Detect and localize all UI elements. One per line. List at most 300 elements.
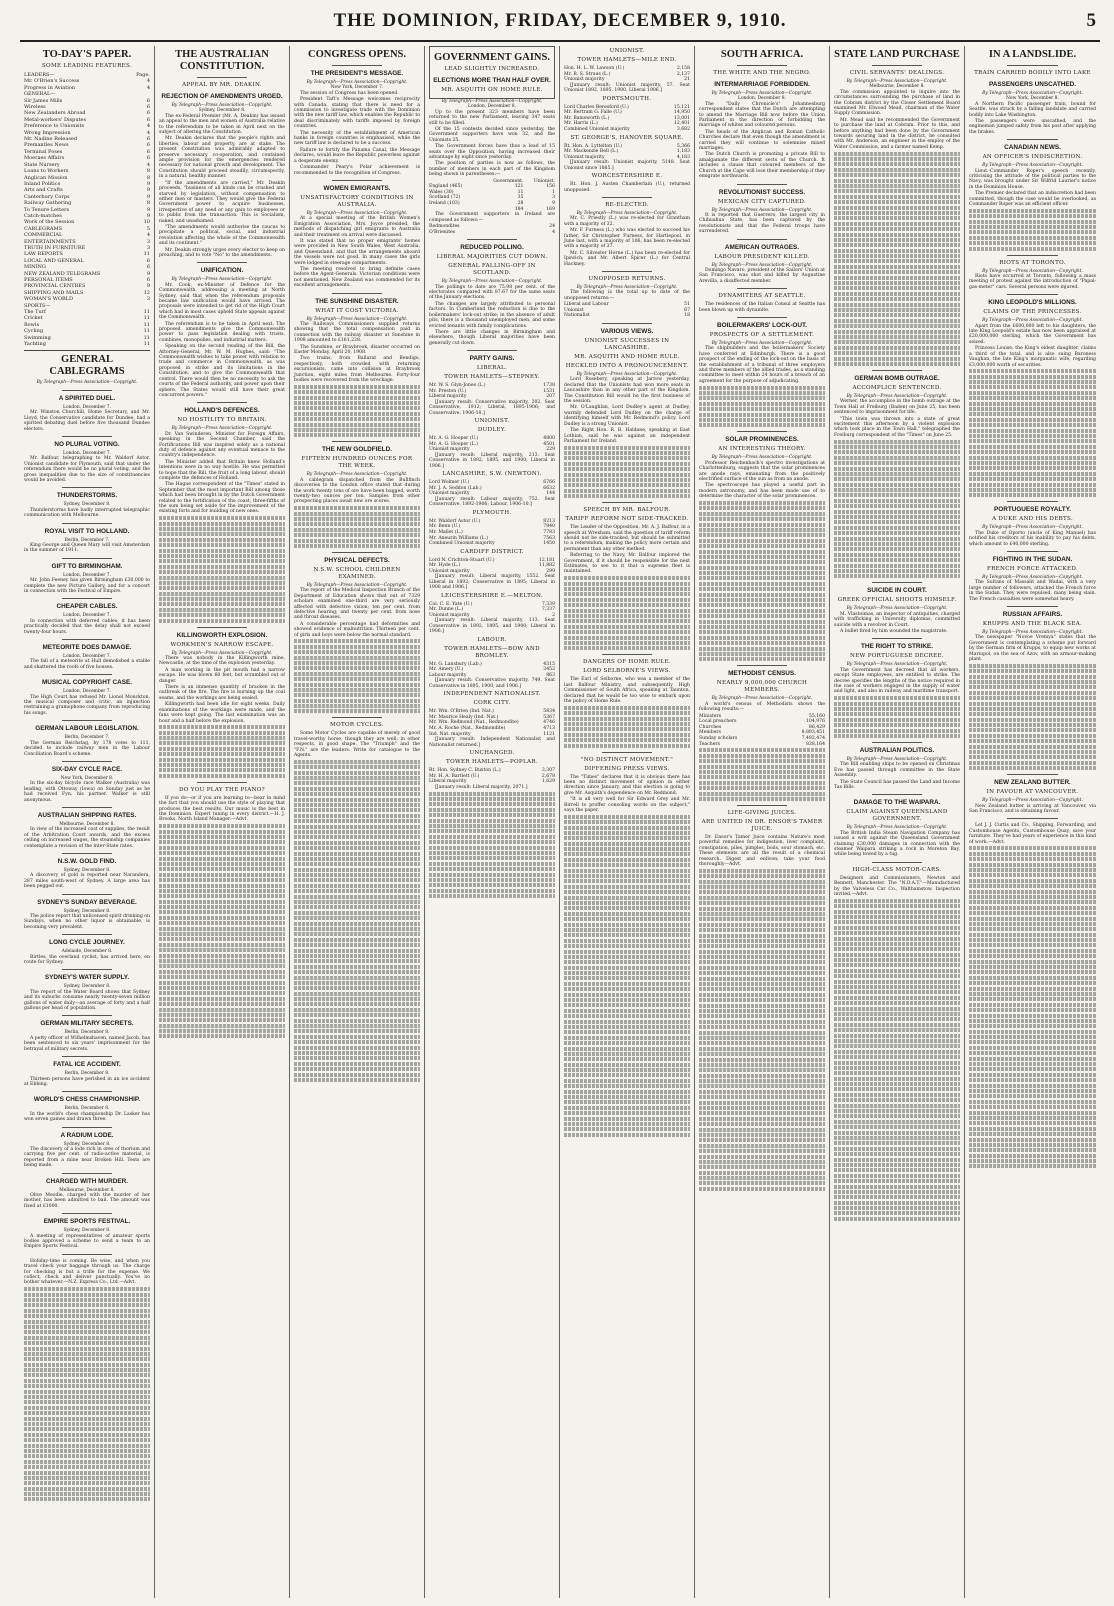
continued-text — [294, 693, 420, 697]
continued-text — [969, 1094, 1096, 1098]
table-cell: Unionist majority — [429, 447, 470, 453]
continued-text — [564, 1047, 690, 1051]
continued-text — [699, 1058, 825, 1062]
divider — [62, 853, 112, 854]
section-subtitle: UNIONIST. — [609, 48, 645, 54]
continued-text — [564, 733, 690, 737]
index-page: 9 — [146, 283, 150, 290]
continued-text — [834, 1174, 960, 1178]
table-cell: 7563 — [543, 535, 555, 541]
section-subtitle: LIBERAL MAJORITIES CUT DOWN. — [436, 254, 548, 261]
continued-text — [834, 162, 960, 166]
continued-text — [294, 825, 420, 829]
continued-text — [159, 576, 285, 580]
index-page: 6 — [146, 104, 150, 111]
index-item: TRUTH IN FURNITURE — [24, 244, 86, 251]
continued-text — [699, 1036, 825, 1040]
continued-text — [294, 1067, 420, 1071]
continued-text — [699, 1090, 825, 1094]
index-item: Wrong Impression — [24, 129, 71, 136]
byline: By Telegraph—Press Association—Copyright. — [982, 318, 1083, 324]
continued-text — [969, 943, 1096, 947]
dateline: London, December 7. — [63, 450, 111, 456]
paragraph: Speaking on the second reading of the Bill, the Attorney-General, Mr. W. M. Hughes, said: "The Commonwealth wishes to take power with relation to trade and commerce in Commonwealth, as was proposed in strike and its limitations in the Constitution, and to give the Commonwealth that control. There would then be no necessity to ask the courts of the Federal authority, and power upon their sphere. The States would still have their great concurrent powers." — [159, 344, 285, 398]
column-3 — [290, 46, 425, 1598]
continued-text — [294, 927, 420, 931]
continued-text — [699, 636, 825, 640]
continued-text — [834, 1114, 960, 1118]
continued-text — [834, 357, 960, 361]
divider — [332, 441, 382, 442]
continued-text — [699, 418, 825, 422]
continued-text — [834, 292, 960, 296]
section-title: PHYSICAL DEFECTS. — [324, 556, 390, 564]
dateline: London, December 7. — [63, 572, 111, 578]
continued-text — [834, 1163, 960, 1167]
paragraph: The Minister added that Britain knew Holland's intentions were in no way hostile. He was permitted to hope that the Bill, the fruit of a long labour, should complete the defences of Holland. — [159, 459, 285, 481]
table-cell: Mr. A. G. Hooper (U.) — [429, 436, 479, 442]
table-cell: 1 — [552, 189, 555, 195]
continued-text — [969, 723, 1096, 727]
continued-text — [969, 369, 1096, 373]
index-page: 11 — [143, 251, 150, 258]
index-page: 6 — [146, 264, 150, 271]
continued-text — [699, 1041, 825, 1045]
ad-subheading: ARE UNITED IN DR. ENSOR'S TAMER JUICE. — [701, 819, 823, 832]
continued-text — [294, 986, 420, 990]
table-cell: 11 — [517, 189, 524, 195]
byline: By Telegraph—Press Association—Copyright. — [306, 80, 408, 85]
divider — [602, 654, 652, 655]
table-cell: 2,137 — [676, 71, 690, 77]
continued-text — [294, 895, 420, 899]
continued-text — [834, 564, 960, 568]
index-item: State Nursery — [24, 161, 60, 168]
index-item: PROVINCIAL CENTRES — [24, 283, 86, 290]
paragraph: The Earl of Selborne, who was a member of the last Balfour Ministry, and subsequently High Commissioner of South Africa, speaking at Taunton, declared that he would be too wise to embark upon the policy of Home Rule. — [564, 677, 690, 704]
continued-text — [429, 829, 555, 833]
table-cell: Mr. Wm. Redmond (Nat., Redmondite) — [429, 720, 519, 726]
index-page: 11 — [143, 315, 150, 322]
table-cell: 144 — [546, 491, 555, 497]
continued-text — [969, 1040, 1096, 1044]
table-cell: 4501 — [543, 441, 555, 447]
continued-text — [834, 195, 960, 199]
continued-text — [834, 1206, 960, 1210]
continued-text — [24, 1287, 150, 1291]
poll-result-table — [429, 519, 555, 541]
continued-text — [294, 650, 420, 654]
table-cell: 15,121 — [673, 104, 690, 110]
continued-text — [564, 1117, 690, 1121]
paragraph: The following is the total up to date of the unopposed returns:— — [564, 290, 690, 301]
divider — [197, 262, 247, 263]
continued-text — [294, 396, 420, 400]
continued-text — [564, 1052, 690, 1056]
continued-text — [24, 1487, 150, 1491]
section-subtitle: MEXICAN CITY CAPTURED. — [717, 198, 807, 205]
poll-result-table — [564, 105, 690, 127]
paragraph: In the world's chess championship Dr. Lasker has won seven games and drawn three. — [24, 1111, 150, 1123]
continued-text — [294, 539, 420, 543]
byline: By Telegraph—Press Association—Copyright. — [441, 279, 543, 285]
continued-text — [159, 736, 285, 740]
continued-text — [294, 1029, 420, 1033]
index-page-label: Page. — [136, 72, 150, 78]
continued-text — [834, 1001, 960, 1005]
table-cell: Rt. Hon. A. Lyttelton (U.) — [564, 143, 623, 149]
continued-text — [429, 856, 555, 860]
continued-text — [564, 1090, 690, 1094]
paragraph: Let J. J. Curtis and Co., Shipping, Forwarding, and Customhouse Agents, Customhouse Quay, save your furniture. They've had years of experience in this kind of work.—Advt. — [969, 823, 1096, 845]
table-cell: 169 — [546, 206, 555, 212]
continued-text — [834, 488, 960, 492]
continued-text — [699, 939, 825, 943]
continued-text — [969, 1014, 1096, 1018]
section-subtitle: UNSATISFACTORY CONDITIONS IN AUSTRALIA. — [300, 194, 414, 208]
index-page: 8 — [146, 168, 150, 175]
divider — [737, 288, 787, 289]
continued-text — [159, 878, 285, 882]
table-cell: 5834 — [543, 709, 555, 715]
result-note: [January result: Unionist majority, 57. Seat Unionist 1892, 1895, 1900, Liberal 1906.] — [564, 82, 690, 94]
continued-text — [699, 1101, 825, 1105]
continued-text — [834, 243, 960, 247]
continued-text — [699, 1181, 825, 1185]
continued-text — [24, 1347, 150, 1351]
continued-text — [834, 1093, 960, 1097]
byline: By Telegraph—Press Association—Copyright. — [846, 662, 948, 668]
table-cell: 7,339 — [541, 601, 555, 607]
paragraph: Commander Peary's Polar achievement is recommended to the recognition of Congress. — [294, 165, 420, 176]
continued-text — [699, 912, 825, 916]
section-subtitle: FIFTEEN HUNDRED OUNCES FOR THE WEEK. — [301, 456, 413, 470]
result-note: [January result: Liberal majority, 1552. Seat Liberal in 1892; Conservative in 1895; Liberal in 1900 and 1906.] — [429, 574, 555, 591]
continued-text — [699, 641, 825, 645]
paragraph: Mr. O'Laughlan, Lord Dudley's agent at Dudley, warmly defended Lord Dudley on the charge of identifying himself with Mr. Redmond's policy. Lord Dudley is a strong Unionist. — [564, 405, 690, 427]
continued-text — [564, 636, 690, 640]
divider — [62, 487, 112, 488]
paragraph: There was nobody in the Killingworth mine, Newcastle, at the time of the explosion yesterday. — [159, 656, 285, 667]
continued-text — [159, 592, 285, 596]
index-item: WOMAN'S WORLD — [24, 296, 74, 303]
paragraph: Mr. Deakin strongly urges every elector to keep on preaching, and to vote "No" to the amendments. — [159, 247, 285, 258]
continued-text — [834, 1034, 960, 1038]
section-subtitle: A DUKE AND HIS DEBTS. — [991, 516, 1074, 523]
paragraph: Lieut.-Commander Roper's speech recently, criticising the attitude of the political parties to the Navy, was brought under Sir Wilfrid Laurier's notice in the Dominion House. — [969, 168, 1096, 190]
continued-text — [834, 915, 960, 919]
section-subtitle: NEARLY 9,000,000 CHURCH MEMBERS. — [716, 680, 808, 694]
divider — [872, 862, 922, 863]
continued-text — [564, 858, 690, 862]
paragraph: "It is all very well for Sir Edward Grey and Mr. Birrell to proffer consoling words on the subject," says the paper. — [564, 797, 690, 813]
paragraph: It was stated that no proper emigrants' homes were provided in New South Wales, West Australia, and Queensland, and that the arrangements aboard the vessels were not good. In many cases the girls were lodged in steerage compartments. — [294, 238, 420, 266]
continued-text — [699, 523, 825, 527]
paragraph: The Sultans of Massalit and Wadai, with a very large number of followers, attacked the French force in the Sudan. They were repulsed, many being slain. The French casualties were somewhat heavy. — [969, 580, 1096, 602]
majority-row — [564, 127, 690, 133]
paragraph: A bullet fired by him wounded the magistrate. — [840, 628, 948, 634]
continued-text — [834, 265, 960, 269]
continued-text — [699, 625, 825, 629]
continued-text — [834, 723, 960, 727]
continued-text — [294, 639, 420, 643]
continued-text — [564, 646, 690, 650]
index-item: Catch-matches — [24, 212, 62, 219]
continued-text — [24, 1298, 150, 1302]
result-note: [January result: Liberal majority, 113. Seat Conservative in 1892, 1895, and 1900; Liberal in 1906.] — [429, 618, 555, 635]
continued-text — [969, 761, 1096, 765]
continued-text — [564, 467, 690, 471]
continued-text — [564, 869, 690, 873]
newspaper-title: THE DOMINION, FRIDAY, DECEMBER 9, 1910. — [333, 10, 787, 31]
continued-text — [969, 380, 1096, 384]
continued-text — [969, 884, 1096, 888]
continued-text — [159, 731, 285, 735]
continued-text — [969, 1159, 1096, 1163]
paragraph: A petty officer of Wilhelmshaven, named Jacob, has been sentenced to six years' imprisonment for the betrayal of military secrets. — [24, 1035, 150, 1052]
table-cell: 6632 — [543, 485, 555, 491]
continued-text — [564, 738, 690, 742]
dateline: Melbourne, December 8. — [59, 821, 115, 827]
continued-text — [699, 587, 825, 591]
section-subtitle: FRENCH FORCE ATTACKED. — [986, 565, 1079, 572]
continued-text — [834, 200, 960, 204]
table-cell: Mr. H. A. Bartlett (U.) — [429, 773, 480, 779]
continued-text — [969, 220, 1096, 224]
dateline: Berlin, December 8. — [64, 1106, 110, 1112]
continued-text — [969, 664, 1096, 668]
continued-text — [834, 547, 960, 551]
index-page: 12 — [143, 289, 150, 296]
index-item: Progress in Aviation — [24, 84, 76, 91]
paragraph: Mr. C. Silvester Horne (L.) has been re-elected for Ipswich; and Mr. Albert Spicer (L.) for Central Hackney. — [564, 250, 690, 267]
section-title: GERMAN BOMB OUTRAGE. — [854, 374, 940, 382]
section-subtitle: SPEECH BY MR. BALFOUR. — [583, 507, 671, 514]
continued-text — [834, 1195, 960, 1199]
continued-text — [564, 456, 690, 460]
paragraph: Mr. Mead said he recommended the Government to purchase the land at Cobram. Prior to this, and before anything had been done by the Government towards securing land in the district, he consulted with Mr. Anderson, an engineer in the employ of the Water Commission, and a farmer named Kemp. — [834, 117, 960, 150]
continued-text — [834, 330, 960, 334]
paragraph: Mr. C. Priestly (L.) was re-elected for Grantham with a majority of 32. — [564, 216, 690, 227]
paragraph: The position of parties is now as follows, the number of members in each part of the Kingdom being shown in parentheses:— — [429, 161, 555, 178]
paragraph: Designers and Commissioners, Newton and Bennett, Manchester. The "N.O.A.T."—Manufactured by the Valveless Car Co., Walthamstow. Inspection invited.—Advt. — [834, 875, 960, 897]
continued-text — [564, 722, 690, 726]
continued-text — [564, 1100, 690, 1104]
table-cell: 5,366 — [676, 143, 690, 149]
index-item: Cycling — [24, 328, 44, 335]
divider — [197, 782, 247, 783]
continued-text — [699, 1047, 825, 1051]
continued-text — [699, 748, 825, 752]
paragraph: The Government supporters in Ireland are composed as follows:— — [429, 212, 555, 223]
continued-text — [294, 512, 420, 516]
continued-text — [159, 970, 285, 974]
continued-text — [834, 553, 960, 557]
continued-text — [969, 1051, 1096, 1055]
index-page: 8 — [146, 200, 150, 207]
continued-text — [699, 630, 825, 634]
continued-text — [969, 429, 1096, 433]
continued-text — [159, 851, 285, 855]
continued-text — [834, 1077, 960, 1081]
paragraph: Werner, the accomplice in the bomb outrage at the Town Hall at Freiburg (Baden) on June 25, has been sentenced to imprisonment for life. — [834, 399, 960, 416]
continued-text — [159, 1002, 285, 1006]
table-cell: 7,337 — [541, 607, 555, 613]
continued-text — [834, 937, 960, 941]
continued-text — [969, 1046, 1096, 1050]
paragraph: Failure to fortify the Panama Canal, the Message declares, would leave the Republic powerless against a desperate enemy. — [294, 147, 420, 164]
continued-text — [24, 1395, 150, 1399]
divider — [62, 894, 112, 895]
dateline: New York, December 8. — [60, 775, 114, 781]
continued-text — [294, 528, 420, 532]
continued-text — [834, 947, 960, 951]
divider — [737, 184, 787, 185]
paragraph: Dr. Ensor's Tamer Juice contains Nature's most powerful remedies for indigestion, liver complaint, constipation, piles, pimples, boils, sour stomach, etc. These elements are all the result of a chemical research. Digest and enliven; take your food thoroughly—Advt. — [699, 835, 825, 868]
section-subtitle: AN INTERESTING THEORY. — [718, 446, 806, 453]
index-item: Railway Gathering — [24, 200, 72, 207]
continued-text — [159, 752, 285, 756]
continued-text — [159, 948, 285, 952]
index-item: Mr. O'Brien's Success — [24, 78, 80, 85]
continued-text — [564, 744, 690, 748]
paragraph: A considerable percentage had deformities and showed evidence of malnutrition. Thirteen per cent. of girls and boys were below the normal standard. — [294, 621, 420, 638]
divider — [1007, 65, 1058, 66]
index-item: Yachting — [24, 341, 46, 348]
continued-text — [159, 937, 285, 941]
byline: By Telegraph—Press Association—Copyright. — [982, 629, 1083, 635]
divider — [1007, 551, 1058, 552]
table-cell: Mr. Benn (U.) — [429, 524, 461, 530]
continued-text — [834, 1201, 960, 1205]
continued-text — [564, 885, 690, 889]
continued-text — [159, 768, 285, 772]
continued-text — [24, 1363, 150, 1367]
continued-text — [699, 1074, 825, 1078]
continued-text — [564, 625, 690, 629]
continued-text — [834, 319, 960, 323]
continued-text — [564, 955, 690, 959]
continued-text — [969, 1138, 1096, 1142]
continued-text — [429, 878, 555, 882]
column-1 — [20, 46, 155, 1598]
index-item: Cricket — [24, 315, 43, 322]
constituency-heading: TOWER HAMLETS—STEPNEY. — [444, 374, 540, 381]
continued-text — [429, 835, 555, 839]
continued-text — [699, 657, 825, 661]
divider — [737, 317, 787, 318]
continued-text — [969, 981, 1096, 985]
continued-text — [834, 238, 960, 242]
byline: By Telegraph—Press Association—Copyright. — [711, 207, 813, 213]
continued-text — [564, 462, 690, 466]
continued-text — [699, 402, 825, 406]
dateline: London, December 8. — [738, 96, 786, 102]
divider — [467, 239, 517, 240]
continued-text — [969, 247, 1096, 251]
table-cell: Lord Wolmer (U.) — [429, 480, 470, 486]
continued-text — [159, 857, 285, 861]
table-cell: Unionist majority — [564, 77, 605, 83]
table-cell: 4800 — [543, 436, 555, 442]
table-cell: Combined Unionist majority — [429, 541, 495, 547]
continued-text — [294, 981, 420, 985]
continued-text — [834, 1185, 960, 1189]
continued-text — [834, 254, 960, 258]
continued-text — [834, 1082, 960, 1086]
continued-text — [834, 537, 960, 541]
continued-text — [294, 677, 420, 681]
table-cell: Nationalist — [564, 313, 590, 319]
table-cell: Mr. Bertram G. Falle (U.) — [564, 110, 622, 116]
index-item: COMMERCIAL — [24, 232, 63, 239]
index-item: Premantles News — [24, 142, 69, 149]
continued-text — [294, 949, 420, 953]
continued-text — [699, 885, 825, 889]
divider — [62, 1015, 112, 1016]
continued-text — [969, 863, 1096, 867]
table-cell: Ind. Nat. majority — [429, 731, 471, 737]
table-cell: Redmondites — [429, 224, 460, 230]
table-cell: 12,401 — [673, 121, 690, 127]
continued-text — [564, 1073, 690, 1077]
continued-text — [294, 787, 420, 791]
section-title: STATE LAND PURCHASE — [834, 49, 960, 60]
paragraph: Referring to the Navy, Mr. Balfour implored the Government, if it should be responsible for the next Estimates, to see to it that a supreme fleet is maintained. — [564, 553, 690, 575]
index-page: 9 — [146, 180, 150, 187]
continued-text — [564, 998, 690, 1002]
table-cell: 55,160 — [808, 713, 825, 719]
item-heading: A SPIRITED DUEL. — [58, 394, 116, 402]
table-cell: 21 — [684, 77, 690, 83]
continued-text — [159, 559, 285, 563]
index-row — [24, 341, 150, 347]
dateline: New York, December 8. — [1006, 96, 1059, 102]
poll-result-table — [429, 480, 555, 491]
unopposed-table — [564, 302, 690, 319]
section-title: CANADIAN NEWS. — [1004, 144, 1061, 152]
continued-text — [969, 750, 1096, 754]
paragraph: The Duke of Oporto (uncle of King Manuel) has notified his creditors of his inability to pay his debts, which amount to £40,000 sterling. — [969, 530, 1096, 547]
paragraph: Apart from the £600,000 left to his daughters, the late King Leopold's estate has now been appraised at £20,000,000 sterling, which the Government has seized. — [969, 323, 1096, 345]
continued-text — [969, 1035, 1096, 1039]
continued-text — [294, 699, 420, 703]
index-item: Metal-workers' Disputes — [24, 116, 87, 123]
continued-text — [159, 532, 285, 536]
continued-text — [564, 706, 690, 710]
constituency-heading: LABOUR. — [477, 636, 507, 643]
index-item: Swimming — [24, 334, 51, 341]
table-cell: 7940 — [543, 524, 555, 530]
continued-text — [699, 614, 825, 618]
newspaper-columns — [20, 46, 1100, 1598]
continued-text — [834, 222, 960, 226]
continued-text — [294, 959, 420, 963]
paragraph: The Premier declared that an indiscretion had been committed, though the case would be overlooked, as Commander Roper was an efficient officer. — [969, 191, 1096, 208]
paragraph: Mr. Deakin declares that the people's rights and liberties, labour and property, are at stake. The present Constitution was admirably adapted to preserve necessary co-operation, and contained ample provision for the emergencies rendered necessary for national growth and development. The Constitution should proceed steadily, circumspectly, in a natural, healthy manner. — [159, 136, 285, 180]
continued-text — [159, 986, 285, 990]
paragraph: The Sunshine, or Braybrook, disaster occurred on Easter Monday, April 20, 1908. — [294, 344, 420, 356]
paragraph: The report of the Water Board shows that Sydney and its suburbs consume nearly twenty-seven million gallons of water daily—an average of forty and a half gallons per head of population. — [24, 989, 150, 1012]
poll-result-table — [564, 144, 690, 155]
continued-text — [24, 1438, 150, 1442]
continued-text — [24, 1492, 150, 1496]
continued-text — [564, 641, 690, 645]
continued-text — [834, 351, 960, 355]
continued-text — [834, 504, 960, 508]
continued-text — [699, 1095, 825, 1099]
continued-text — [564, 993, 690, 997]
